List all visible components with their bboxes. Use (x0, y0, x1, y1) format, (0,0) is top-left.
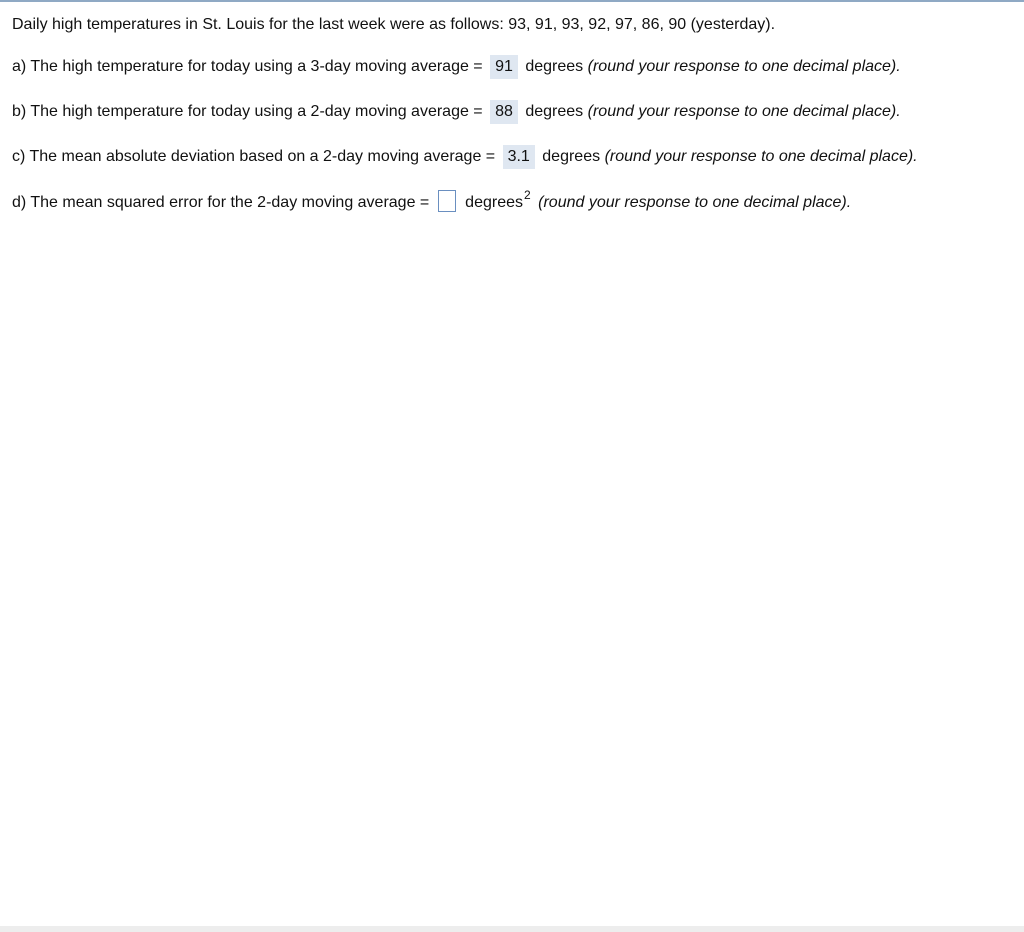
bottom-bar (0, 926, 1024, 932)
question-c-hint: (round your response to one decimal place). (604, 148, 918, 165)
answer-a-value[interactable]: 91 (490, 55, 518, 79)
question-c (12, 145, 918, 169)
question-d-label: d) The mean squared error for the 2-day moving average = (12, 194, 430, 211)
question-d-hint: (round your response to one decimal place). (538, 194, 852, 211)
question-b-unit: degrees (525, 103, 584, 120)
question-a-unit: degrees (525, 58, 584, 75)
question-b (12, 100, 901, 124)
question-a (12, 55, 901, 79)
question-d-unit: degrees (465, 194, 523, 211)
question-a-hint: (round your response to one decimal place). (587, 58, 901, 75)
question-d-unit-superscript: 2 (524, 188, 531, 202)
question-a-label: a) The high temperature for today using a 3-day moving average = (12, 58, 483, 75)
question-c-label: c) The mean absolute deviation based on a 2-day moving average = (12, 148, 496, 165)
question-b-hint: (round your response to one decimal place). (587, 103, 901, 120)
problem-statement: Daily high temperatures in St. Louis for the last week were as follows: 93, 91, 93, 92, 97, 86, 90 (yesterday). (12, 16, 776, 33)
question-b-label: b) The high temperature for today using a 2-day moving average = (12, 103, 483, 120)
question-d (12, 188, 852, 214)
answer-b-value[interactable]: 88 (490, 100, 518, 124)
top-rule (0, 0, 1024, 2)
question-c-unit: degrees (542, 148, 601, 165)
answer-c-value[interactable]: 3.1 (503, 145, 535, 169)
answer-d-input[interactable] (438, 190, 456, 212)
